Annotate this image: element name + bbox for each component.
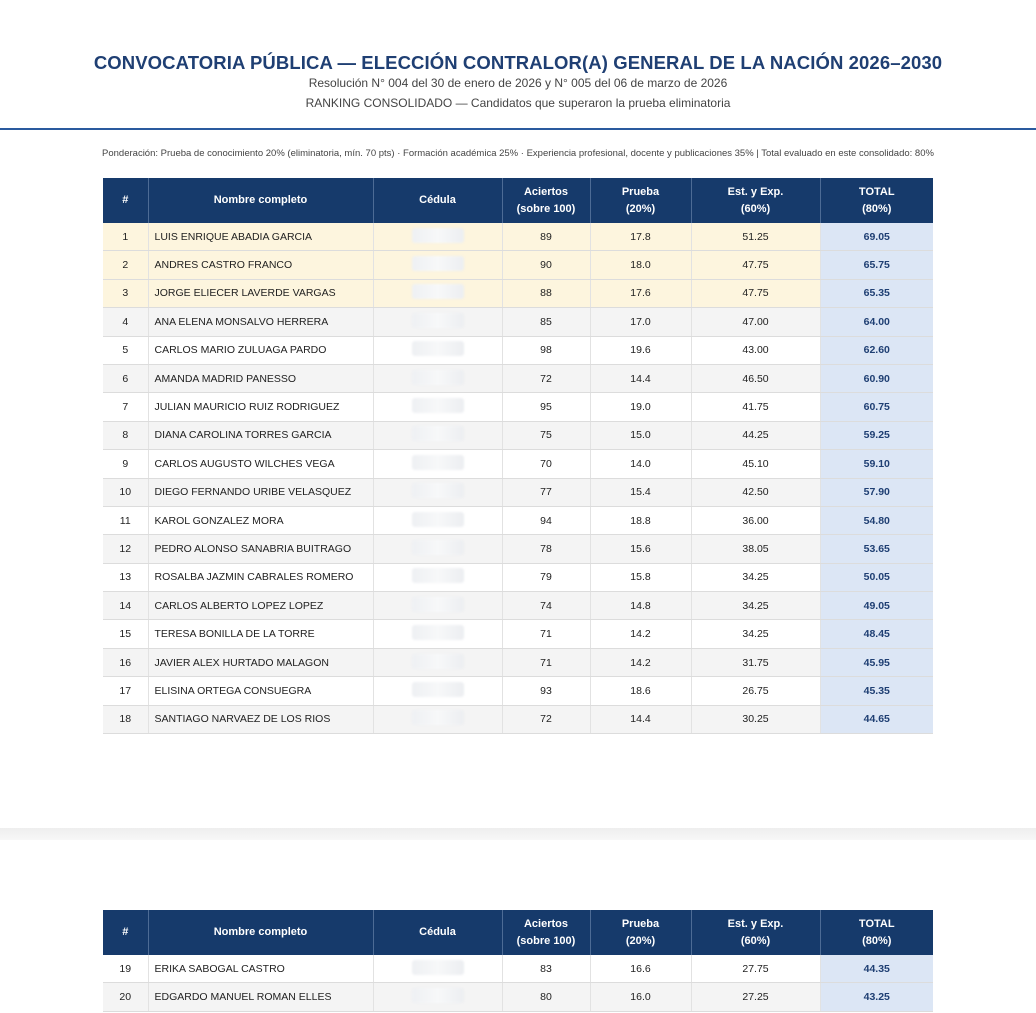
prueba-value: 19.6 <box>590 336 691 364</box>
aciertos-value: 89 <box>502 223 590 251</box>
row-num: 6 <box>103 364 148 392</box>
candidate-name: CARLOS MARIO ZULUAGA PARDO <box>148 336 373 364</box>
est-exp-value: 34.25 <box>691 592 820 620</box>
aciertos-value: 83 <box>502 955 590 983</box>
prueba-value: 18.6 <box>590 677 691 705</box>
weighting-note: Ponderación: Prueba de conocimiento 20% (eliminatoria, mín. 70 pts) · Formación académica 25% · Experiencia profesional, docente y publicaciones 35% | Total evaluado en este consolidado: 80% <box>102 148 934 159</box>
redaction-blur <box>412 313 464 328</box>
table-row <box>103 223 933 251</box>
page-break <box>0 828 1036 840</box>
redaction-blur <box>412 284 464 299</box>
table-row <box>103 450 933 478</box>
table-row <box>103 478 933 506</box>
table-row <box>103 336 933 364</box>
candidate-name: JAVIER ALEX HURTADO MALAGON <box>148 648 373 676</box>
col-header-cedula: Cédula <box>373 178 502 223</box>
aciertos-value: 77 <box>502 478 590 506</box>
table-row <box>103 563 933 591</box>
prueba-value: 14.8 <box>590 592 691 620</box>
cedula-redacted <box>373 955 502 983</box>
total-value: 60.75 <box>820 393 933 421</box>
table-row <box>103 648 933 676</box>
est-exp-value: 34.25 <box>691 563 820 591</box>
est-exp-value: 44.25 <box>691 421 820 449</box>
table-row <box>103 592 933 620</box>
table-row <box>103 535 933 563</box>
cedula-redacted <box>373 506 502 534</box>
prueba-value: 17.6 <box>590 279 691 307</box>
total-value: 59.25 <box>820 421 933 449</box>
row-num: 18 <box>103 705 148 733</box>
resolution-subtitle: Resolución N° 004 del 30 de enero de 2026 y N° 005 del 06 de marzo de 2026 <box>308 76 728 90</box>
est-exp-value: 41.75 <box>691 393 820 421</box>
redaction-blur <box>412 960 464 975</box>
total-value: 69.05 <box>820 223 933 251</box>
col-header-aciertos: Aciertos (sobre 100) <box>502 178 590 223</box>
redaction-blur <box>412 682 464 697</box>
aciertos-value: 75 <box>502 421 590 449</box>
col-header-est: Est. y Exp. (60%) <box>691 178 820 223</box>
est-exp-value: 34.25 <box>691 620 820 648</box>
cedula-redacted <box>373 563 502 591</box>
row-num: 1 <box>103 223 148 251</box>
cedula-redacted <box>373 393 502 421</box>
aciertos-value: 71 <box>502 620 590 648</box>
cedula-redacted <box>373 983 502 1011</box>
aciertos-value: 78 <box>502 535 590 563</box>
candidate-name: SANTIAGO NARVAEZ DE LOS RIOS <box>148 705 373 733</box>
total-value: 50.05 <box>820 563 933 591</box>
total-value: 43.25 <box>820 983 933 1011</box>
cedula-redacted <box>373 450 502 478</box>
aciertos-value: 74 <box>502 592 590 620</box>
cedula-redacted <box>373 251 502 279</box>
redaction-blur <box>412 988 464 1003</box>
col-header-total: TOTAL (80%) <box>820 178 933 223</box>
est-exp-value: 46.50 <box>691 364 820 392</box>
est-exp-value: 45.10 <box>691 450 820 478</box>
row-num: 9 <box>103 450 148 478</box>
candidate-name: JULIAN MAURICIO RUIZ RODRIGUEZ <box>148 393 373 421</box>
prueba-value: 17.8 <box>590 223 691 251</box>
row-num: 5 <box>103 336 148 364</box>
aciertos-value: 71 <box>502 648 590 676</box>
total-value: 48.45 <box>820 620 933 648</box>
total-value: 44.65 <box>820 705 933 733</box>
candidate-name: TERESA BONILLA DE LA TORRE <box>148 620 373 648</box>
est-exp-value: 43.00 <box>691 336 820 364</box>
aciertos-value: 79 <box>502 563 590 591</box>
redaction-blur <box>412 710 464 725</box>
candidate-name: JORGE ELIECER LAVERDE VARGAS <box>148 279 373 307</box>
prueba-value: 14.4 <box>590 364 691 392</box>
cedula-redacted <box>373 364 502 392</box>
row-num: 3 <box>103 279 148 307</box>
total-value: 64.00 <box>820 308 933 336</box>
cedula-redacted <box>373 223 502 251</box>
redaction-blur <box>412 256 464 271</box>
prueba-value: 18.8 <box>590 506 691 534</box>
prueba-value: 15.0 <box>590 421 691 449</box>
redaction-blur <box>412 597 464 612</box>
redaction-blur <box>412 228 464 243</box>
col-header-num: # <box>103 178 148 223</box>
total-value: 59.10 <box>820 450 933 478</box>
total-value: 60.90 <box>820 364 933 392</box>
total-value: 62.60 <box>820 336 933 364</box>
candidate-name: ANDRES CASTRO FRANCO <box>148 251 373 279</box>
prueba-value: 14.2 <box>590 648 691 676</box>
row-num: 8 <box>103 421 148 449</box>
table-row <box>103 620 933 648</box>
est-exp-value: 38.05 <box>691 535 820 563</box>
row-num: 7 <box>103 393 148 421</box>
row-num: 12 <box>103 535 148 563</box>
total-value: 45.35 <box>820 677 933 705</box>
redaction-blur <box>412 625 464 640</box>
table-row <box>103 506 933 534</box>
prueba-value: 15.6 <box>590 535 691 563</box>
col-header-name: Nombre completo <box>148 910 373 955</box>
total-value: 65.75 <box>820 251 933 279</box>
candidate-name: CARLOS AUGUSTO WILCHES VEGA <box>148 450 373 478</box>
table-row <box>103 421 933 449</box>
row-num: 10 <box>103 478 148 506</box>
ranking-table <box>103 178 933 734</box>
page-title: CONVOCATORIA PÚBLICA — ELECCIÓN CONTRALOR(A) GENERAL DE LA NACIÓN 2026–2030 <box>93 52 943 73</box>
aciertos-value: 95 <box>502 393 590 421</box>
row-num: 14 <box>103 592 148 620</box>
table-row <box>103 279 933 307</box>
col-header-cedula: Cédula <box>373 910 502 955</box>
cedula-redacted <box>373 592 502 620</box>
est-exp-value: 27.25 <box>691 983 820 1011</box>
prueba-value: 17.0 <box>590 308 691 336</box>
candidate-name: KAROL GONZALEZ MORA <box>148 506 373 534</box>
est-exp-value: 36.00 <box>691 506 820 534</box>
candidate-name: ANA ELENA MONSALVO HERRERA <box>148 308 373 336</box>
redaction-blur <box>412 568 464 583</box>
table-row <box>103 393 933 421</box>
prueba-value: 16.6 <box>590 955 691 983</box>
redaction-blur <box>412 512 464 527</box>
aciertos-value: 90 <box>502 251 590 279</box>
cedula-redacted <box>373 705 502 733</box>
total-value: 65.35 <box>820 279 933 307</box>
table-row <box>103 364 933 392</box>
aciertos-value: 94 <box>502 506 590 534</box>
cedula-redacted <box>373 535 502 563</box>
candidate-name: DIEGO FERNANDO URIBE VELASQUEZ <box>148 478 373 506</box>
est-exp-value: 42.50 <box>691 478 820 506</box>
est-exp-value: 30.25 <box>691 705 820 733</box>
aciertos-value: 70 <box>502 450 590 478</box>
est-exp-value: 47.75 <box>691 251 820 279</box>
row-num: 17 <box>103 677 148 705</box>
col-header-prueba: Prueba (20%) <box>590 910 691 955</box>
row-num: 2 <box>103 251 148 279</box>
total-value: 54.80 <box>820 506 933 534</box>
prueba-value: 14.0 <box>590 450 691 478</box>
table-row <box>103 677 933 705</box>
cedula-redacted <box>373 677 502 705</box>
total-value: 45.95 <box>820 648 933 676</box>
col-header-est: Est. y Exp. (60%) <box>691 910 820 955</box>
table-row <box>103 705 933 733</box>
cedula-redacted <box>373 620 502 648</box>
table-row <box>103 251 933 279</box>
total-value: 53.65 <box>820 535 933 563</box>
col-header-name: Nombre completo <box>148 178 373 223</box>
est-exp-value: 51.25 <box>691 223 820 251</box>
cedula-redacted <box>373 308 502 336</box>
redaction-blur <box>412 426 464 441</box>
est-exp-value: 27.75 <box>691 955 820 983</box>
table-header-row <box>103 178 933 223</box>
row-num: 16 <box>103 648 148 676</box>
candidate-name: DIANA CAROLINA TORRES GARCIA <box>148 421 373 449</box>
candidate-name: LUIS ENRIQUE ABADIA GARCIA <box>148 223 373 251</box>
est-exp-value: 47.75 <box>691 279 820 307</box>
table-header-row <box>103 910 933 955</box>
redaction-blur <box>412 398 464 413</box>
row-num: 15 <box>103 620 148 648</box>
table-row <box>103 983 933 1011</box>
table-row <box>103 955 933 983</box>
ranking-table-continued <box>103 910 933 1012</box>
redaction-blur <box>412 341 464 356</box>
row-num: 11 <box>103 506 148 534</box>
candidate-name: AMANDA MADRID PANESSO <box>148 364 373 392</box>
candidate-name: CARLOS ALBERTO LOPEZ LOPEZ <box>148 592 373 620</box>
candidate-name: PEDRO ALONSO SANABRIA BUITRAGO <box>148 535 373 563</box>
est-exp-value: 31.75 <box>691 648 820 676</box>
total-value: 57.90 <box>820 478 933 506</box>
table-row <box>103 308 933 336</box>
candidate-name: ERIKA SABOGAL CASTRO <box>148 955 373 983</box>
aciertos-value: 93 <box>502 677 590 705</box>
est-exp-value: 47.00 <box>691 308 820 336</box>
cedula-redacted <box>373 336 502 364</box>
aciertos-value: 85 <box>502 308 590 336</box>
row-num: 19 <box>103 955 148 983</box>
redaction-blur <box>412 540 464 555</box>
aciertos-value: 88 <box>502 279 590 307</box>
prueba-value: 14.4 <box>590 705 691 733</box>
est-exp-value: 26.75 <box>691 677 820 705</box>
aciertos-value: 80 <box>502 983 590 1011</box>
col-header-aciertos: Aciertos (sobre 100) <box>502 910 590 955</box>
redaction-blur <box>412 370 464 385</box>
prueba-value: 15.8 <box>590 563 691 591</box>
row-num: 4 <box>103 308 148 336</box>
aciertos-value: 72 <box>502 705 590 733</box>
ranking-subtitle: RANKING CONSOLIDADO — Candidatos que superaron la prueba eliminatoria <box>305 96 731 110</box>
aciertos-value: 72 <box>502 364 590 392</box>
redaction-blur <box>412 483 464 498</box>
col-header-num: # <box>103 910 148 955</box>
prueba-value: 14.2 <box>590 620 691 648</box>
prueba-value: 15.4 <box>590 478 691 506</box>
prueba-value: 18.0 <box>590 251 691 279</box>
cedula-redacted <box>373 648 502 676</box>
redaction-blur <box>412 654 464 669</box>
prueba-value: 19.0 <box>590 393 691 421</box>
aciertos-value: 98 <box>502 336 590 364</box>
cedula-redacted <box>373 478 502 506</box>
total-value: 49.05 <box>820 592 933 620</box>
col-header-prueba: Prueba (20%) <box>590 178 691 223</box>
total-value: 44.35 <box>820 955 933 983</box>
candidate-name: ROSALBA JAZMIN CABRALES ROMERO <box>148 563 373 591</box>
candidate-name: ELISINA ORTEGA CONSUEGRA <box>148 677 373 705</box>
prueba-value: 16.0 <box>590 983 691 1011</box>
header-divider <box>0 128 1036 130</box>
redaction-blur <box>412 455 464 470</box>
row-num: 13 <box>103 563 148 591</box>
cedula-redacted <box>373 279 502 307</box>
cedula-redacted <box>373 421 502 449</box>
row-num: 20 <box>103 983 148 1011</box>
candidate-name: EDGARDO MANUEL ROMAN ELLES <box>148 983 373 1011</box>
col-header-total: TOTAL (80%) <box>820 910 933 955</box>
